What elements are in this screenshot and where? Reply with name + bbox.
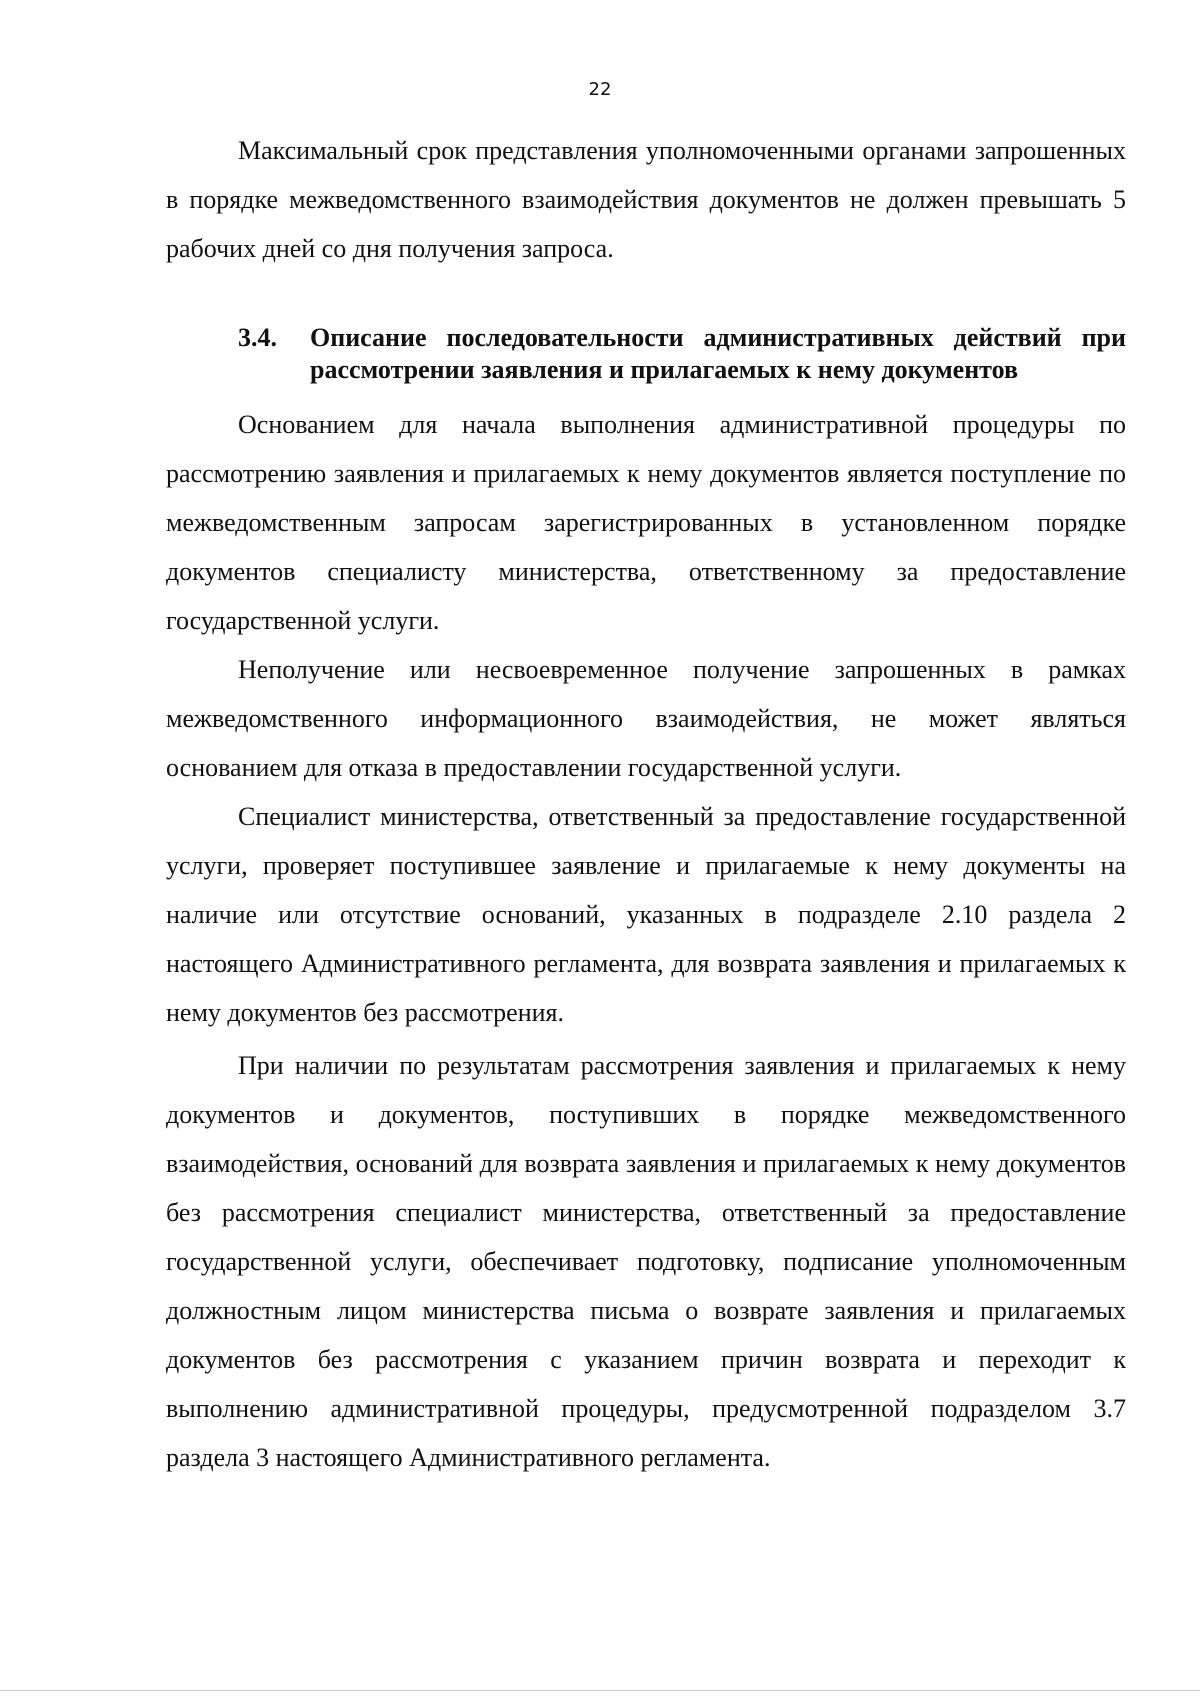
section-heading: [166, 322, 1126, 386]
body-paragraph: Основанием для начала выполнения административной процедуры по рассмотрению заявления и прилагаемых к нему документов является поступление по межведомственным запросам зарегистрированных в установленном порядке документов специалисту министерства, ответственному за предоставление государственной услуги.: [166, 410, 1126, 635]
intro-paragraph: Максимальный срок представления уполномоченными органами запрошенных в порядке межведомственного взаимодействия документов не должен превышать 5 рабочих дней со дня получения запроса.: [166, 136, 1126, 263]
page-number: 22: [588, 79, 612, 100]
section-title: Описание последовательности административных действий при рассмотрении заявления и прилагаемых к нему документов: [310, 323, 1126, 384]
body-paragraph: Специалист министерства, ответственный за предоставление государственной услуги, проверяет поступившее заявление и прилагаемые к нему документы на наличие или отсутствие оснований, указанных в подразделе 2.10 раздела 2 настоящего Административного регламента, для возврата заявления и прилагаемых к нему документов без рассмотрения.: [166, 802, 1126, 1027]
page-content: [166, 126, 1126, 1482]
scan-edge-line: [0, 1690, 1200, 1691]
section-number: 3.4.: [238, 323, 277, 352]
body-paragraph: Неполучение или несвоевременное получение запрошенных в рамках межведомственного информационного взаимодействия, не может являться основанием для отказа в предоставлении государственной услуги.: [166, 655, 1126, 782]
body-paragraph: При наличии по результатам рассмотрения заявления и прилагаемых к нему документов и документов, поступивших в порядке межведомственного взаимодействия, оснований для возврата заявления и прилагаемых к нему документов без рассмотрения специалист министерства, ответственный за предоставление государственной услуги, обеспечивает подготовку, подписание уполномоченным должностным лицом министерства письма о возврате заявления и прилагаемых документов без рассмотрения с указанием причин возврата и переходит к выполнению административной процедуры, предусмотренной подразделом 3.7 раздела 3 настоящего Административного регламента.: [166, 1051, 1126, 1472]
